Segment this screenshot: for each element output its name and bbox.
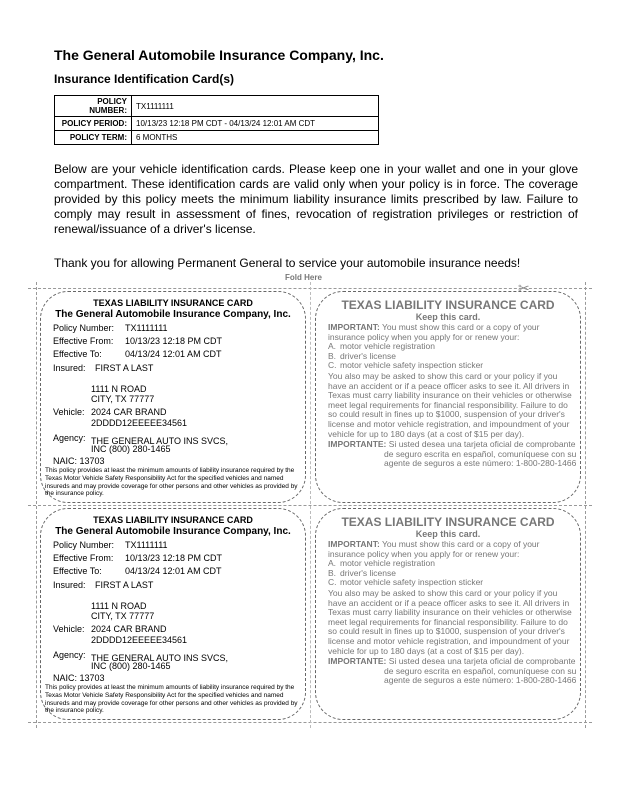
insured-label: Insured: [53, 363, 86, 373]
spanish-note [328, 440, 578, 469]
insured-value: FIRST A LAST [95, 580, 154, 590]
table-row [55, 117, 379, 131]
insured-row [53, 363, 154, 373]
spanish-label: IMPORTANTE: [328, 439, 387, 450]
insurance-card-back [315, 291, 581, 503]
spanish-note [328, 657, 578, 686]
spanish-label: IMPORTANTE: [328, 656, 387, 667]
effective-to-value: 04/13/24 12:01 AM CDT [125, 349, 222, 359]
vin-value: 2DDDD12EEEEE34561 [91, 635, 188, 645]
policy-term-value: 6 MONTHS [132, 131, 379, 145]
address-line-1: 1111 N ROAD [91, 601, 147, 611]
card-back-title: TEXAS LIABILITY INSURANCE CARD [341, 515, 555, 529]
naic-number: NAIC: 13703 [53, 673, 105, 683]
vin-value: 2DDDD12EEEEE34561 [91, 418, 188, 428]
table-row [55, 131, 379, 145]
vehicle-label: Vehicle: [53, 624, 85, 634]
agency-phone: INC (800) 280-1465 [91, 661, 171, 671]
spanish-text: Si usted desea una tarjeta oficial de comprobante de seguro escrita en español, comuníquese con su agente de seguros a este número: 1-800-280-1466 [384, 439, 577, 469]
address-line-2: CITY, TX 77777 [91, 394, 155, 404]
vehicle-row [53, 407, 167, 417]
list-item: A. motor vehicle registration [328, 558, 435, 569]
agency-label: Agency: [53, 650, 86, 660]
important-text: You must show this card or a copy of your insurance policy when you apply for or renew your: [328, 539, 540, 559]
policy-number-label: Policy Number: [53, 323, 115, 333]
keep-card-label: Keep this card. [415, 529, 481, 539]
agency-value: THE GENERAL AUTO INS SVCS, [91, 653, 229, 663]
policy-period-label: POLICY PERIOD: [55, 117, 132, 131]
insurance-card-back [315, 508, 581, 720]
effective-from-label: Effective From: [53, 553, 114, 563]
table-row [55, 96, 379, 117]
agency-row [53, 650, 229, 663]
requirements-list [328, 559, 578, 588]
fold-line [310, 282, 311, 728]
vehicle-value: 2024 CAR BRAND [91, 407, 167, 417]
policy-period-value: 10/13/23 12:18 PM CDT - 04/13/24 12:01 AM CDT [132, 117, 379, 131]
card-back-body [328, 540, 578, 686]
list-item: B. driver's license [328, 350, 396, 361]
important-label: IMPORTANT: [328, 322, 380, 332]
vehicle-label: Vehicle: [53, 407, 85, 417]
important-label: IMPORTANT: [328, 539, 380, 549]
effective-from-row [53, 336, 223, 346]
effective-to-value: 04/13/24 12:01 AM CDT [125, 566, 222, 576]
policy-number-label: Policy Number: [53, 540, 115, 550]
card-title: TEXAS LIABILITY INSURANCE CARD [93, 298, 253, 308]
document-subtitle: Insurance Identification Card(s) [54, 72, 235, 86]
important-text: You must show this card or a copy of your insurance policy when you apply for or renew your: [328, 322, 540, 342]
important-note [328, 540, 578, 559]
effective-to-label: Effective To: [53, 349, 102, 359]
requirements-list [328, 342, 578, 371]
card-disclaimer: This policy provides at least the minimum amounts of liability insurance required by the Texas Motor Vehicle Safety Responsibility Act for the specified vehicles and named insureds and may provide coverage for other persons and other vehicles as provided by the insurance policy. [45, 684, 298, 715]
policy-number-value: TX1111111 [125, 323, 168, 333]
policy-number-label: POLICY NUMBER: [55, 96, 132, 117]
vehicle-value: 2024 CAR BRAND [91, 624, 167, 634]
naic-number: NAIC: 13703 [53, 456, 105, 466]
address-line-1: 1111 N ROAD [91, 384, 147, 394]
effective-from-value: 10/13/23 12:18 PM CDT [125, 336, 223, 346]
agency-label: Agency: [53, 433, 86, 443]
policy-term-label: POLICY TERM: [55, 131, 132, 145]
legal-paragraph: You also may be asked to show this card or your policy if you have an accident or if a peace officer asks to see it. All drivers in Texas must carry liability insurance on their vehicles or otherwise meet legal requirements for financial responsibility. Failure to do so could result in fines up to $1000, suspension of your driver's license and motor vehicle registration, and impoundment of your vehicle for up to 180 days (at a cost of $15 per day). [328, 370, 572, 439]
agency-row [53, 433, 229, 446]
card-company: The General Automobile Insurance Company, Inc. [55, 309, 291, 320]
list-item: A. motor vehicle registration [328, 341, 435, 352]
insured-value: FIRST A LAST [95, 363, 154, 373]
insurance-card-front [40, 291, 306, 503]
card-back-body [328, 323, 578, 469]
fold-here-label: Fold Here [285, 273, 322, 282]
effective-to-row [53, 566, 222, 576]
insured-label: Insured: [53, 580, 86, 590]
effective-to-row [53, 349, 222, 359]
effective-to-label: Effective To: [53, 566, 102, 576]
list-item: B. driver's license [328, 567, 396, 578]
policy-number-row [53, 540, 168, 550]
scissors-icon: ✂ [518, 280, 530, 296]
cut-line [36, 282, 37, 728]
insured-row [53, 580, 154, 590]
card-title: TEXAS LIABILITY INSURANCE CARD [93, 515, 253, 525]
policy-number-row [53, 323, 168, 333]
effective-from-value: 10/13/23 12:18 PM CDT [125, 553, 223, 563]
spanish-text: Si usted desea una tarjeta oficial de comprobante de seguro escrita en español, comuníquese con su agente de seguros a este número: 1-800-280-1466 [384, 656, 577, 686]
list-item: C. motor vehicle safety inspection sticker [328, 577, 484, 588]
policy-table [54, 95, 379, 145]
effective-from-row [53, 553, 223, 563]
card-company: The General Automobile Insurance Company, Inc. [55, 526, 291, 537]
legal-paragraph: You also may be asked to show this card or your policy if you have an accident or if a peace officer asks to see it. All drivers in Texas must carry liability insurance on their vehicles or otherwise meet legal requirements for financial responsibility. Failure to do so could result in fines up to $1000, suspension of your driver's license and motor vehicle registration, and impoundment of your vehicle for up to 180 days (at a cost of $15 per day). [328, 587, 572, 656]
agency-phone: INC (800) 280-1465 [91, 444, 171, 454]
list-item: C. motor vehicle safety inspection sticker [328, 360, 484, 371]
policy-number-value: TX1111111 [125, 540, 168, 550]
card-disclaimer: This policy provides at least the minimum amounts of liability insurance required by the Texas Motor Vehicle Safety Responsibility Act for the specified vehicles and named insureds and may provide coverage for other persons and other vehicles as provided by the insurance policy. [45, 467, 298, 498]
agency-value: THE GENERAL AUTO INS SVCS, [91, 436, 229, 446]
keep-card-label: Keep this card. [415, 312, 481, 322]
effective-from-label: Effective From: [53, 336, 114, 346]
company-title: The General Automobile Insurance Company, Inc. [54, 47, 384, 63]
vehicle-row [53, 624, 167, 634]
cut-line [585, 282, 586, 728]
address-line-2: CITY, TX 77777 [91, 611, 155, 621]
insurance-card-front [40, 508, 306, 720]
policy-number-value: TX1111111 [132, 96, 379, 117]
thanks-line: Thank you for allowing Permanent General to service your automobile insurance needs! [54, 256, 521, 270]
intro-paragraph: Below are your vehicle identification cards. Please keep one in your wallet and one in your glove compartment. These identification cards are valid only when your policy is in force. The coverage provided by this policy meets the minimum liability insurance limits prescribed by law. Failure to comply may result in assessment of fines, revocation of registration privileges or restriction of renewal/issuance of a driver's license. [54, 162, 578, 236]
card-back-title: TEXAS LIABILITY INSURANCE CARD [341, 298, 555, 312]
important-note [328, 323, 578, 342]
